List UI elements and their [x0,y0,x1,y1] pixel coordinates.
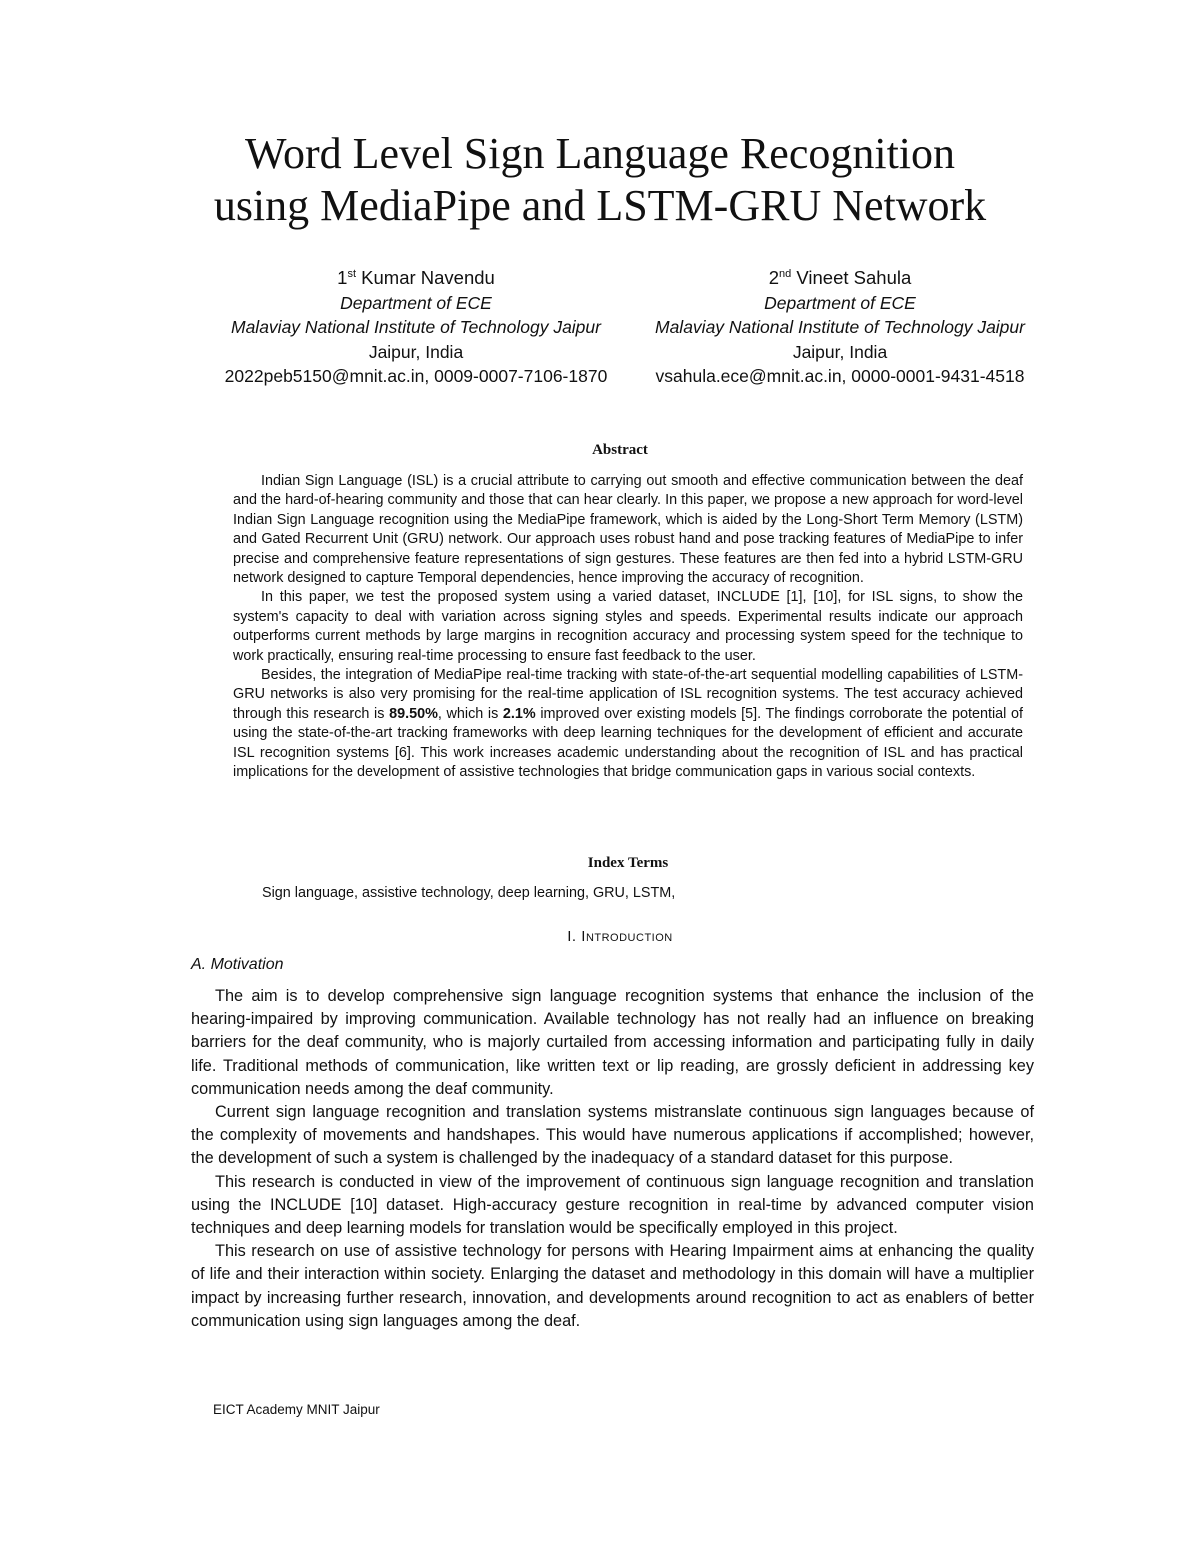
section-heading: I. Introduction [567,928,673,945]
introduction-body [191,985,1034,1333]
abstract-body [233,472,1023,783]
body-paragraph: This research on use of assistive technology for persons with Hearing Impairment aims at enhancing the quality of life and their interaction within society. Enlarging the dataset and methodology in this domain will have a multiplier impact by increasing further research, innovation, and developments around recognition to act as enablers of better communication using sign languages among the deaf. [191,1242,1034,1330]
paper-title [100,128,1100,232]
body-paragraph: This research is conducted in view of the improvement of continuous sign language recognition and translation using the INCLUDE [10] dataset. High-accuracy gesture recognition in real-time by advanced computer vision techniques and deep learning models for translation would be specifically employed in this project. [191,1172,1034,1238]
author-location: Jaipur, India [368,341,464,362]
footnote: EICT Academy MNIT Jaipur [213,1402,380,1417]
improvement-value: 2.1% [502,705,536,722]
author-name: 1st Kumar Navendu [337,267,495,288]
author-contact: vsahula.ece@mnit.ac.in, 0000-0001-9431-4518 [655,366,1025,386]
author-name: 2nd Vineet Sahula [768,267,912,288]
author-contact: 2022peb5150@mnit.ac.in, 0009-0007-7106-1870 [224,366,608,386]
abstract-paragraph: In this paper, we test the proposed system using a varied dataset, INCLUDE [1], [10], for ISL signs, to show the system's capacity to deal with variation across signing styles and speeds. Experimental results indicate our approach outperforms current methods by large margins in recognition accuracy and processing system speed for the technique to work practically, ensuring real-time processing to ensure fast feedback to the user. [233,589,1023,664]
author-block-1 [196,266,636,389]
title-line-2: using MediaPipe and LSTM-GRU Network [213,181,987,230]
abstract-paragraph: Besides, the integration of MediaPipe real-time tracking with state-of-the-art sequential modelling capabilities of LSTM-GRU networks is also very promising for the real-time application of ISL recognition systems. The test accuracy achieved through this research is 89.50%, which is 2.1% improved over existing models [5]. The findings corroborate the potential of using the state-of-the-art tracking frameworks with deep learning techniques for the development of efficient and accurate ISL recognition systems [6]. This work increases academic understanding about the recognition of ISL and has practical implications for the development of assistive technologies that bridge communication gaps in various social contexts. [233,667,1024,781]
author-department: Department of ECE [340,292,492,313]
title-line-1: Word Level Sign Language Recognition [244,129,956,178]
subsection-heading: A. Motivation [191,956,284,973]
author-institute: Malaviay National Institute of Technology Jaipur [231,317,601,337]
body-paragraph: The aim is to develop comprehensive sign language recognition systems that enhance the inclusion of the hearing-impaired by improving communication. Available technology has not really had an influence on breaking barriers for the deaf community, who is majorly curtailed from accessing information and participating fully in daily life. Traditional methods of communication, like written text or lip reading, are grossly deficient in addressing key communication needs among the deaf community. [191,987,1034,1098]
author-department: Department of ECE [764,292,916,313]
index-terms-heading: Index Terms [587,855,669,871]
body-paragraph: Current sign language recognition and translation systems mistranslate continuous sign languages because of the complexity of movements and handshapes. This would have numerous applications if accomplished; however, the development of such a system is challenged by the inadequacy of a standard dataset for this purpose. [191,1103,1034,1168]
abstract-paragraph: Indian Sign Language (ISL) is a crucial attribute to carrying out smooth and effective communication between the deaf and the hard-of-hearing community and those that can hear clearly. In this paper, we propose a new approach for word-level Indian Sign Language recognition using the MediaPipe framework, which is aided by the Long-Short Term Memory (LSTM) and Gated Recurrent Unit (GRU) network. Our approach uses robust hand and pose tracking features of MediaPipe to infer precise and comprehensive feature representations of sign gestures. These features are then fed into a hybrid LSTM-GRU network designed to capture Temporal dependencies, hence improving the accuracy of recognition. [233,473,1023,587]
accuracy-value: 89.50% [389,705,438,722]
index-terms-text: Sign language, assistive technology, deep learning, GRU, LSTM, [262,885,676,901]
author-location: Jaipur, India [792,341,888,362]
author-institute: Malaviay National Institute of Technology Jaipur [655,317,1025,337]
author-block-2 [620,266,1060,389]
abstract-heading: Abstract [592,442,648,458]
